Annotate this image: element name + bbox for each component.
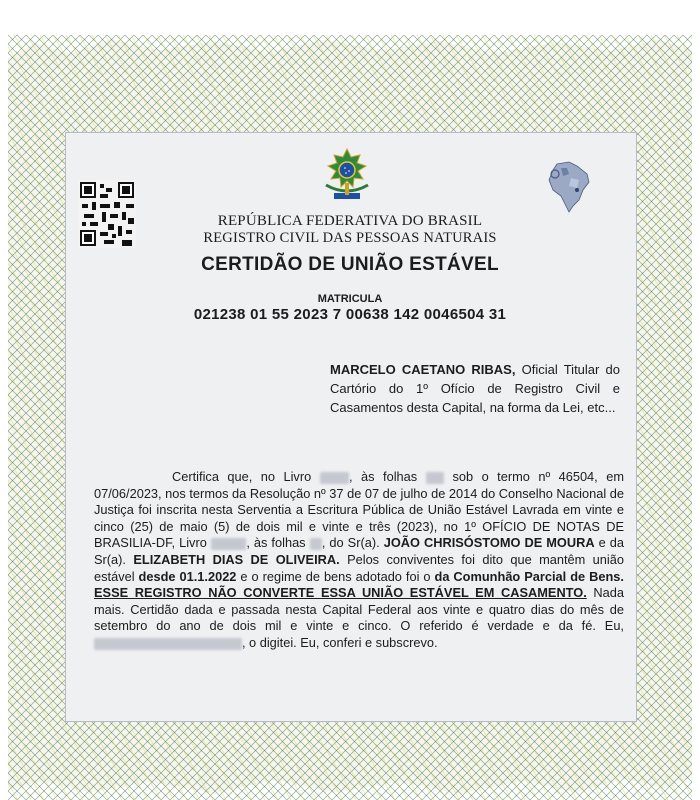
matricula-number: 021238 01 55 2023 7 00638 142 0046504 31 — [193, 306, 507, 323]
redacted-livro-2: 0000-E — [210, 538, 247, 551]
body-text-3: sob o termo nº 46504, em 07/06/2023, nos termos da Resolução nº 37 de 07 de julho de 2014 do Conselho Nacional de Justiça foi inscrita nesta Serventia a Escritura Pública de União Estável Lavrada em vinte e cinco (25) de maio (5) de dois mil e vinte e três (2023), no 1º OFÍCIO DE NOTAS DE BRASILIA-DF, Livro — [94, 469, 624, 551]
matricula-label: MATRICULA — [317, 293, 383, 305]
party-name-1: JOÃO CHRISÓSTOMO DE MOURA — [383, 535, 595, 551]
qr-code-icon — [78, 180, 136, 248]
body-text-2: , às folhas — [349, 469, 426, 484]
redacted-folhas-2: 28 — [309, 538, 322, 551]
body-text-6: e da Sr(a). — [94, 535, 624, 567]
officer-text: Oficial Titular do Cartório do 1º Ofício de Registro Civil e Casamentos desta Capital, na forma da Lei, etc... — [330, 362, 620, 415]
redacted-folhas: 142 — [425, 472, 445, 484]
registry-heading: REGISTRO CIVIL DAS PESSOAS NATURAIS — [203, 230, 497, 246]
page-title: CERTIDÃO DE UNIÃO ESTÁVEL — [201, 254, 499, 275]
redacted-clerk-name: ANDRE SOUZA DE ALMEIDA — [94, 637, 242, 650]
republic-heading: REPÚBLICA FEDERATIVA DO BRASIL — [217, 213, 483, 229]
body-text-9: Nada mais. Certidão dada e passada nesta Capital Federal aos vinte e quatro dias do mês de setembro do ano de dois mil e vinte e cinco. O referido é verdade e da fé. Eu, — [94, 585, 624, 634]
union-start-date: desde 01.1.2022 — [138, 568, 237, 584]
body-text-8: e o regime de bens adotado foi o — [236, 568, 435, 584]
officer-name: MARCELO CAETANO RIBAS, — [330, 362, 516, 377]
certificate-body — [94, 469, 624, 652]
body-text-1: Certifica que, no Livro — [172, 469, 320, 484]
brazil-map-icon — [547, 160, 591, 214]
property-regime: da Comunhão Parcial de Bens. — [434, 568, 624, 584]
conversion-notice: ESSE REGISTRO NÃO CONVERTE ESSA UNIÃO ESTÁVEL EM CASAMENTO. — [94, 585, 587, 601]
party-name-2: ELIZABETH DIAS DE OLIVEIRA. — [133, 551, 340, 567]
redacted-livro: E-002 — [319, 472, 350, 484]
officer-statement — [330, 360, 620, 417]
body-text-10: , o digitei. Eu, conferi e subscrevo. — [241, 634, 438, 650]
body-text-4: , às folhas — [246, 535, 310, 551]
body-text-5: , do Sr(a). — [321, 535, 384, 551]
coat-of-arms-icon — [320, 147, 374, 203]
body-text-7: Pelos conviventes foi dito que mantêm união estável — [94, 551, 624, 584]
